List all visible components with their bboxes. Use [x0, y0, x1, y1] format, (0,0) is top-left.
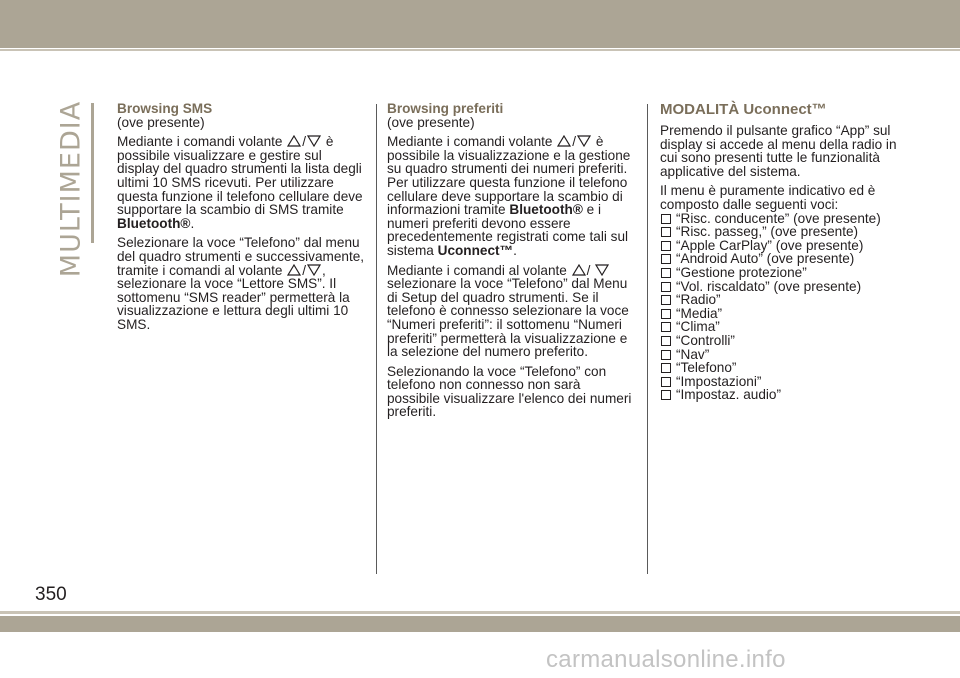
list-item [660, 334, 910, 348]
paragraph [117, 135, 365, 230]
text: Mediante i comandi volante [387, 134, 553, 150]
list-item-label: “Gestione protezione” [676, 264, 807, 280]
section-marker-bar [91, 103, 94, 243]
menu-items-list [660, 212, 910, 402]
checkbox-icon [661, 282, 671, 292]
list-item-label: “Risc. conducente” (ove presente) [676, 210, 881, 226]
column-modalita-uconnect [660, 102, 910, 402]
list-item [660, 252, 910, 266]
list-item-label: “Telefono” [676, 360, 737, 376]
triangle-up-icon [557, 135, 571, 147]
list-item [660, 361, 910, 375]
paragraph [387, 135, 635, 257]
slash: / [302, 262, 307, 278]
column-browsing-preferiti [387, 102, 635, 425]
checkbox-icon [661, 336, 671, 346]
text: selezionare la voce “Telefono” dal Menu di Setup del quadro strumenti. Se il telefono è connesso selezionare la voce “Numeri preferiti”: il sottomenu “Numeri preferiti” permetterà la visualizzazione e la selezione del numero preferito. [387, 276, 629, 360]
slash: / [302, 134, 307, 150]
checkbox-icon [661, 390, 671, 400]
footer-band [0, 616, 960, 632]
header-rule [0, 49, 960, 51]
list-item [660, 225, 910, 239]
section-label-text: MULTIMEDIA [55, 100, 87, 278]
list-item [660, 266, 910, 280]
text: Selezionare la voce “Telefono” dal menu del quadro strumenti e successivamente, tramite i comandi al volante [117, 235, 365, 278]
column-divider-2 [647, 104, 648, 574]
paragraph: Selezionando la voce “Telefono” con telefono non connesso non sarà possibile visualizzare l'elenco dei numeri preferiti. [387, 363, 632, 420]
availability-note: (ove presente) [387, 114, 475, 130]
watermark: carmanualsonline.info [546, 646, 786, 673]
checkbox-icon [661, 309, 671, 319]
paragraph [117, 236, 365, 331]
paragraph: Il menu è puramente indicativo ed è composto dalle seguenti voci: [660, 183, 876, 212]
checkbox-icon [661, 377, 671, 387]
slash: / [572, 134, 577, 150]
list-item-label: “Radio” [676, 292, 721, 308]
list-item [660, 348, 910, 362]
list-item-label: “Nav” [676, 346, 710, 362]
triangle-down-icon [577, 135, 591, 147]
section-label [55, 100, 87, 278]
checkbox-icon [661, 322, 671, 332]
page-number: 350 [35, 584, 67, 605]
triangle-up-icon [287, 264, 301, 276]
list-item-label: “Clima” [676, 319, 720, 335]
checkbox-icon [661, 268, 671, 278]
list-item [660, 293, 910, 307]
text: Mediante i comandi al volante [387, 262, 567, 278]
text: è possibile la visualizzazione e la gestione su quadro strumenti dei numeri preferiti. Per utilizzare questa funzione il telefono cellulare deve supportare la scambio di informazioni tramite [387, 134, 631, 218]
text: e i numeri preferiti devono essere precedentemente registrati come tali sul sistema [387, 202, 629, 258]
list-item-label: “Controlli” [676, 332, 735, 348]
checkbox-icon [661, 295, 671, 305]
checkbox-icon [661, 227, 671, 237]
column-divider-1 [376, 104, 377, 574]
list-item [660, 239, 910, 253]
list-item-label: “Impostaz. audio” [676, 387, 782, 403]
list-item [660, 280, 910, 294]
list-item [660, 320, 910, 334]
uconnect-term: Uconnect™ [437, 242, 514, 258]
list-item [660, 307, 910, 321]
checkbox-icon [661, 214, 671, 224]
column-browsing-sms [117, 102, 365, 338]
section-title: MODALITÀ Uconnect™ [660, 101, 827, 118]
checkbox-icon [661, 241, 671, 251]
list-item-label: “Impostazioni” [676, 373, 762, 389]
list-item [660, 212, 910, 226]
text: , selezionare la voce “Lettore SMS”. Il sottomenu “SMS reader” permetterà la visualizzazione e lettura degli ultimi 10 SMS. [117, 262, 350, 332]
heading-browsing-sms: Browsing SMS [117, 101, 213, 116]
text: . [513, 242, 517, 258]
triangle-down-icon [307, 135, 321, 147]
header-band [0, 0, 960, 48]
bluetooth-term: Bluetooth® [117, 215, 191, 231]
paragraph [387, 264, 635, 359]
bluetooth-term: Bluetooth® [509, 202, 583, 218]
list-item [660, 375, 910, 389]
list-item-label: “Vol. riscaldato” (ove presente) [676, 278, 862, 294]
triangle-up-icon [287, 135, 301, 147]
triangle-down-icon [307, 264, 321, 276]
list-item-label: “Android Auto” (ove presente) [676, 251, 855, 267]
list-item [660, 388, 910, 402]
text: . [190, 215, 195, 231]
paragraph: Premendo il pulsante grafico “App” sul display si accede al menu della radio in cui sono presenti tutte le funzionalità applicative del sistema. [660, 123, 897, 179]
list-item-label: “Risc. passeg,” (ove presente) [676, 224, 859, 240]
text: è possibile visualizzare e gestire sul display del quadro strumenti la lista degli ultimi 10 SMS ricevuti. Per utilizzare questa funzione il telefono cellulare deve supportare la scambio di SMS tramite [117, 134, 363, 218]
footer-rule [0, 611, 960, 614]
heading-browsing-preferiti: Browsing preferiti [387, 101, 504, 116]
slash: / [586, 262, 591, 278]
availability-note: (ove presente) [117, 114, 205, 130]
checkbox-icon [661, 350, 671, 360]
list-item-label: “Apple CarPlay” (ove presente) [676, 237, 864, 253]
checkbox-icon [661, 363, 671, 373]
checkbox-icon [661, 254, 671, 264]
list-item-label: “Media” [676, 305, 723, 321]
text: Mediante i comandi volante [117, 134, 283, 150]
triangle-down-icon [595, 264, 609, 276]
triangle-up-icon [572, 264, 586, 276]
